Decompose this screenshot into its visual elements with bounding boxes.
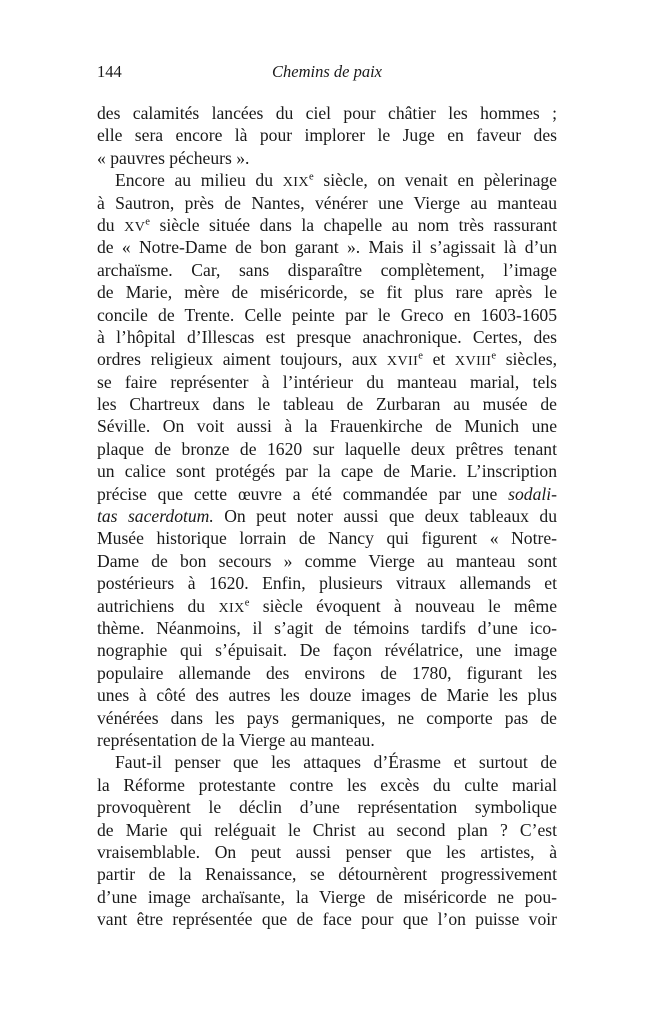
text-line: populaire allemande des environs de 1780, figurant les: [97, 662, 557, 683]
text-line: thème. Néanmoins, il s’agit de témoins tardifs d’une ico-: [97, 617, 557, 638]
text-line: des calamités lancées du ciel pour châtier les hommes ;: [97, 103, 557, 123]
text-line: provoquèrent le déclin d’une représentation symbolique: [97, 797, 557, 818]
text-line: un calice sont protégés par la cape de Marie. L’inscription: [97, 461, 557, 482]
text-line: autrichiens du XIXe siècle évoquent à nouveau le même: [97, 595, 558, 616]
text-line: vénérées dans les pays germaniques, ne comporte pas de: [97, 707, 557, 728]
text-line: à l’hôpital d’Illescas est presque anachronique. Certes, des: [97, 326, 557, 347]
body-text: [97, 102, 557, 930]
text-line: unes à côté des autres les douze images de Marie les plus: [97, 685, 557, 706]
text-line: plaque de bronze de 1620 sur laquelle deux prêtres tenant: [97, 438, 557, 459]
text-line: à Sautron, près de Nantes, vénérer une Vierge au manteau: [97, 192, 557, 213]
text-line: de Marie qui reléguait le Christ au second plan ? C’est: [97, 819, 557, 840]
page-header: [97, 62, 557, 86]
text-line: précise que cette œuvre a été commandée par une sodali-: [97, 483, 557, 504]
text-line: Encore au milieu du XIXe siècle, on venait en pèlerinage: [115, 170, 557, 191]
text-line: la Réforme protestante contre les excès du culte marial: [97, 774, 557, 795]
text-line: du XVe siècle située dans la chapelle au nom très rassurant: [97, 214, 557, 235]
text-line: les Chartreux dans le tableau de Zurbaran au musée de: [97, 394, 557, 415]
text-line: Séville. On voit aussi à la Frauenkirche de Munich une: [97, 416, 557, 437]
text-line: tas sacerdotum. On peut noter aussi que deux tableaux du: [97, 506, 557, 527]
running-title: Chemins de paix: [272, 62, 382, 81]
text-line: d’une image archaïsante, la Vierge de miséricorde ne pou-: [97, 886, 557, 907]
text-line: de Marie, mère de miséricorde, se fit plus rare après le: [97, 282, 557, 303]
text-line: ordres religieux aiment toujours, aux XVIIe et XVIIIe siècles,: [97, 349, 557, 370]
text-line: représentation de la Vierge au manteau.: [97, 729, 375, 750]
text-line: archaïsme. Car, sans disparaître complètement, l’image: [97, 259, 557, 280]
text-line: elle sera encore là pour implorer le Juge en faveur des: [97, 125, 557, 146]
text-line: vant être représentée que de face pour que l’on puisse voir: [97, 909, 557, 930]
text-line: partir de la Renaissance, se détournèrent progressivement: [97, 864, 557, 885]
text-line: nographie qui s’épuisait. De façon révélatrice, une image: [97, 640, 557, 661]
text-line: Faut-il penser que les attaques d’Érasme et surtout de: [115, 752, 557, 773]
text-line: se faire représenter à l’intérieur du manteau marial, tels: [97, 371, 557, 392]
text-line: « pauvres pécheurs ».: [97, 147, 250, 168]
text-line: Dame de bon secours » comme Vierge au manteau sont: [97, 550, 557, 571]
text-line: de « Notre-Dame de bon garant ». Mais il s’agissait là d’un: [97, 237, 557, 258]
page-number: 144: [97, 62, 122, 81]
text-line: vraisemblable. On peut aussi penser que les artistes, à: [97, 841, 557, 862]
text-line: concile de Trente. Celle peinte par le Greco en 1603-1605: [97, 304, 557, 325]
text-line: postérieurs à 1620. Enfin, plusieurs vitraux allemands et: [97, 573, 557, 594]
text-line: Musée historique lorrain de Nancy qui figurent « Notre-: [97, 528, 557, 549]
